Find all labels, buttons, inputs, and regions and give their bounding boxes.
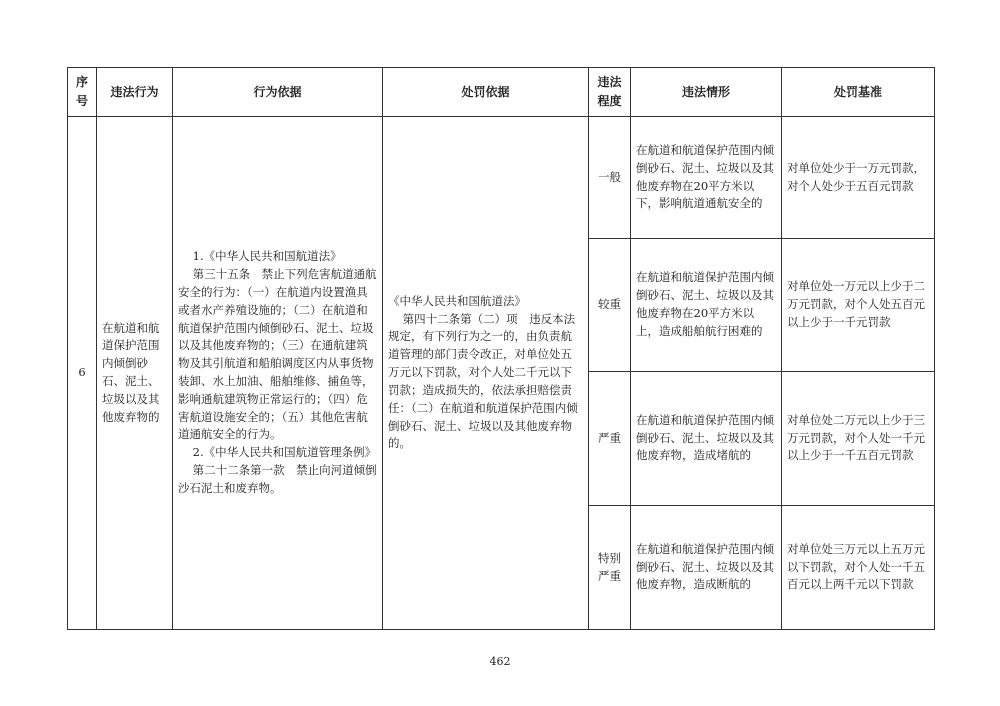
header-basis: 行为依据 bbox=[173, 68, 383, 117]
degree-cell: 严重 bbox=[589, 372, 631, 506]
std-cell: 对单位处三万元以上五万元以下罚款，对个人处一千五百元以上两千元以下罚款 bbox=[782, 506, 935, 630]
header-row bbox=[68, 68, 935, 117]
std-cell: 对单位处一万元以上少于二万元罚款，对个人处五百元以上少于一千元罚款 bbox=[782, 239, 935, 372]
std-cell: 对单位处二万元以上少于三万元罚款，对个人处一千元以上少于一千五百元罚款 bbox=[782, 372, 935, 506]
penalty-table bbox=[67, 67, 935, 630]
circ-cell: 在航道和航道保护范围内倾倒砂石、泥土、垃圾以及其他废弃物，造成断航的 bbox=[631, 506, 782, 630]
header-act: 违法行为 bbox=[97, 68, 173, 117]
header-degree: 违法 程度 bbox=[589, 68, 631, 117]
circ-cell: 在航道和航道保护范围内倾倒砂石、泥土、垃圾以及其他废弃物在20平方米以上，造成船舶航行困难的 bbox=[631, 239, 782, 372]
std-cell: 对单位处少于一万元罚款，对个人处少于五百元罚款 bbox=[782, 117, 935, 239]
basis-cell: 1.《中华人民共和国航道法》 第三十五条 禁止下列危害航道通航安全的行为：（一）在航道内设置渔具或者水产养殖设施的；（二）在航道和航道保护范围内倾倒砂石、泥土、垃圾以及其他废弃物的；（三）在通航建筑物及其引航道和船舶调度区内从事货物装卸、水上加油、船舶维修、捕鱼等，影响通航建筑物正常运行的；（四）危害航道设施安全的；（五）其他危害航道通航安全的行为。 2.《中华人民共和国航道管理条例》 第二十二条第一款 禁止向河道倾倒沙石泥土和废弃物。 bbox=[173, 117, 383, 630]
penalty-basis-cell: 《中华人民共和国航道法》 第四十二条第（二）项 违反本法规定，有下列行为之一的，由负责航道管理的部门责令改正，对单位处五万元以下罚款，对个人处二千元以下罚款；造成损失的，依法承担赔偿责任：（二）在航道和航道保护范围内倾倒砂石、泥土、垃圾以及其他废弃物的。 bbox=[383, 117, 589, 630]
page-number: 462 bbox=[489, 655, 511, 668]
header-seq: 序 号 bbox=[68, 68, 97, 117]
header-penalty-basis: 处罚依据 bbox=[383, 68, 589, 117]
act-cell: 在航道和航道保护范围内倾倒砂石、泥土、垃圾以及其他废弃物的 bbox=[97, 117, 173, 630]
circ-cell: 在航道和航道保护范围内倾倒砂石、泥土、垃圾以及其他废弃物，造成堵航的 bbox=[631, 372, 782, 506]
header-circ: 违法情形 bbox=[631, 68, 782, 117]
degree-cell: 一般 bbox=[589, 117, 631, 239]
degree-cell: 特别 严重 bbox=[589, 506, 631, 630]
degree-cell: 较重 bbox=[589, 239, 631, 372]
header-std: 处罚基准 bbox=[782, 68, 935, 117]
circ-cell: 在航道和航道保护范围内倾倒砂石、泥土、垃圾以及其他废弃物在20平方米以下，影响航道通航安全的 bbox=[631, 117, 782, 239]
seq-cell: 6 bbox=[68, 117, 97, 630]
